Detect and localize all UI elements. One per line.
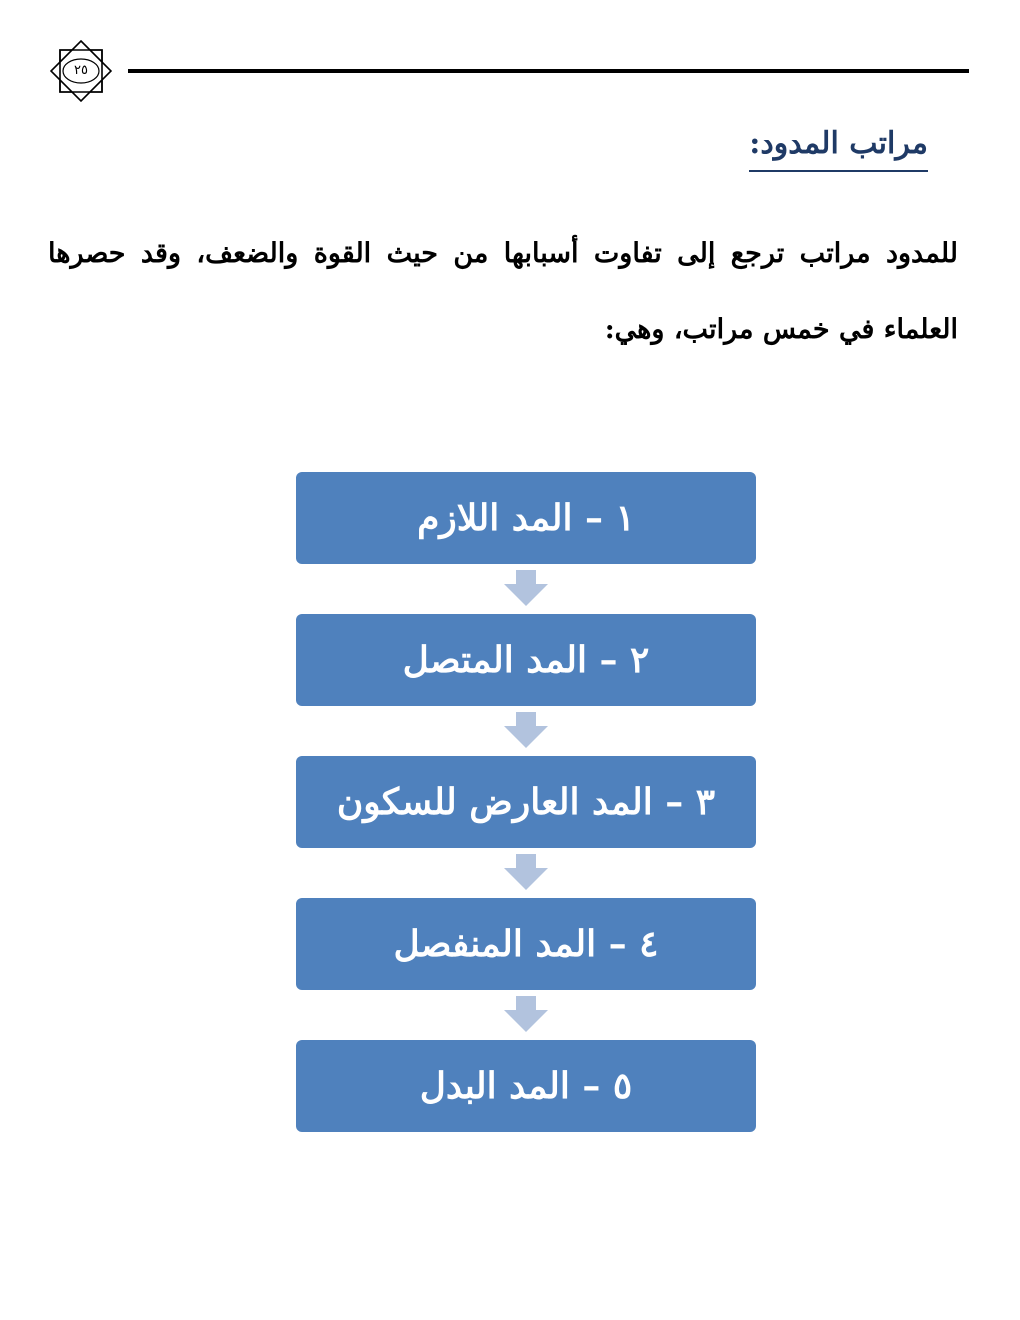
flow-step-2: ٢ – المد المتصل <box>296 614 756 706</box>
flow-step-3: ٣ – المد العارض للسكون <box>296 756 756 848</box>
flow-arrow-4 <box>296 990 756 1040</box>
flow-arrow-3 <box>296 848 756 898</box>
flow-arrow-1 <box>296 564 756 614</box>
section-heading: مراتب المدود: <box>749 122 928 172</box>
flow-step-1: ١ – المد اللازم <box>296 472 756 564</box>
down-arrow-icon <box>504 996 548 1032</box>
intro-paragraph: للمدود مراتب ترجع إلى تفاوت أسبابها من حيث القوة والضعف، وقد حصرها العلماء في خمس مراتب، وهي: <box>48 238 958 345</box>
flowchart <box>296 472 756 1132</box>
down-arrow-icon <box>504 854 548 890</box>
page-number: ٢٥ <box>74 63 88 78</box>
header-rule <box>128 69 969 73</box>
page-number-badge <box>50 40 112 102</box>
flow-step-4: ٤ – المد المنفصل <box>296 898 756 990</box>
flow-arrow-2 <box>296 706 756 756</box>
down-arrow-icon <box>504 570 548 606</box>
down-arrow-icon <box>504 712 548 748</box>
flow-step-5: ٥ – المد البدل <box>296 1040 756 1132</box>
